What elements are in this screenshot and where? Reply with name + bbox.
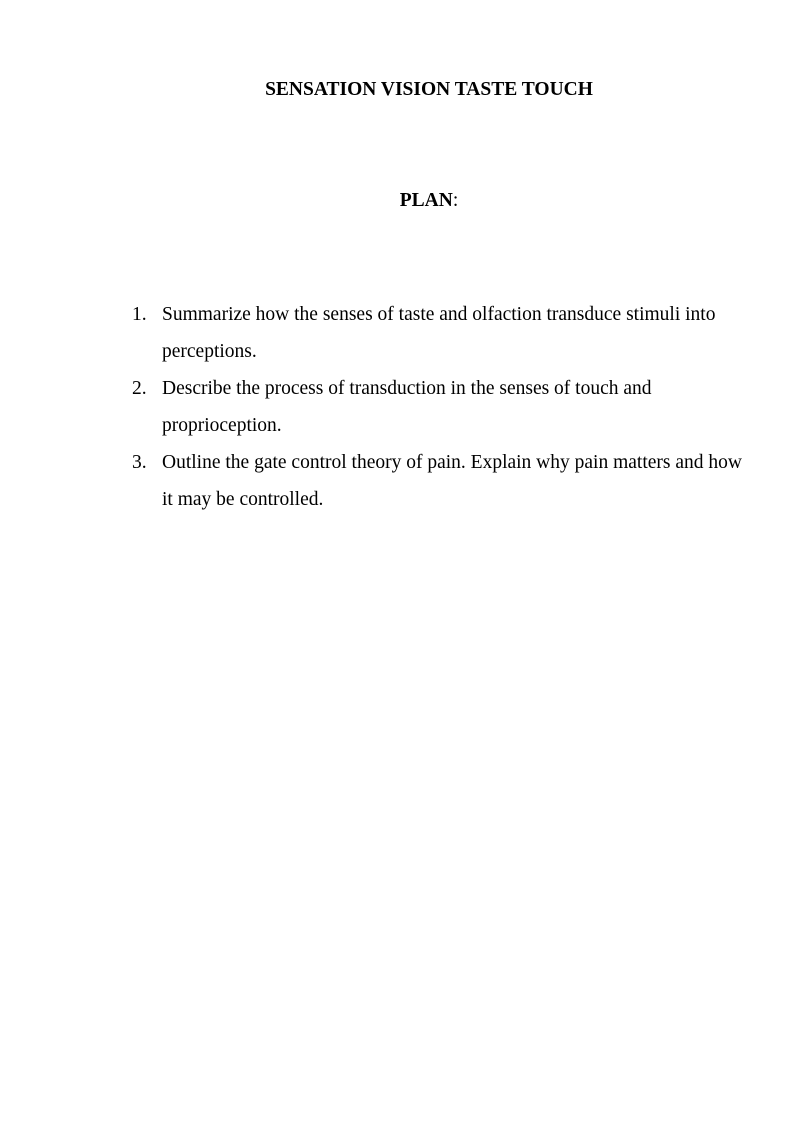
plan-label: PLAN — [399, 190, 453, 211]
list-item-number: 2. — [132, 378, 147, 399]
list-item — [132, 370, 742, 444]
list-item-number: 3. — [132, 452, 147, 473]
list-item — [132, 444, 742, 518]
document-title: SENSATION VISION TASTE TOUCH — [265, 79, 593, 100]
plan-heading — [0, 187, 800, 215]
plan-list — [132, 296, 742, 518]
plan-colon: : — [452, 190, 459, 211]
list-item — [132, 296, 742, 370]
list-item-text: Describe the process of transduction in the senses of touch and proprioception. — [162, 378, 652, 436]
list-item-text: Outline the gate control theory of pain. Explain why pain matters and how it may be controlled. — [162, 452, 742, 510]
list-item-number: 1. — [132, 304, 147, 325]
list-item-text: Summarize how the senses of taste and olfaction transduce stimuli into perceptions. — [162, 304, 716, 362]
